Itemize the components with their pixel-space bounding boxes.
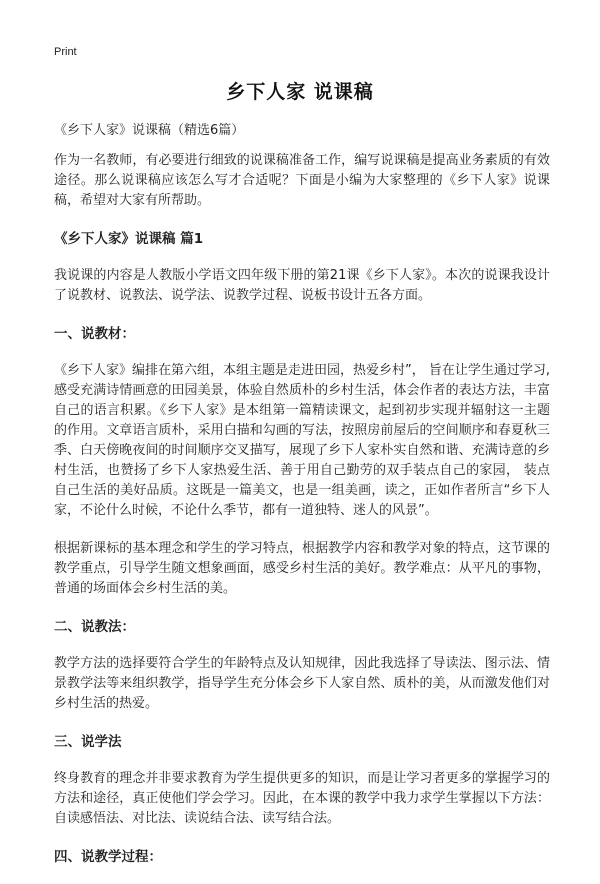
section-heading-jiaofa: 二、说教法： xyxy=(54,619,135,635)
piece-heading: 《乡下人家》说课稿 篇1 xyxy=(54,231,204,247)
section-paragraph: 根据新课标的基本理念和学生的学习特点，根据教学内容和教学对象的特点，这节课的教学重点，引导学生随文想象画面，感受乡村生活的美好。教学难点：从平凡的事物，普通的场面体会乡村生活的美。 xyxy=(54,541,550,596)
section-heading-jiaocai: 一、说教材： xyxy=(54,326,135,342)
section-heading-xuefa: 三、说学法 xyxy=(54,734,122,750)
section-heading-jiaoxueguocheng: 四、说教学过程： xyxy=(54,849,162,865)
section-paragraph: 教学方法的选择要符合学生的年龄特点及认知规律，因此我选择了导读法、图示法、情景教学法等来组织教学，指导学生充分体会乡下人家自然、质朴的美，从而激发他们对乡村生活的热爱。 xyxy=(54,656,550,711)
print-link[interactable]: Print xyxy=(54,46,77,58)
page-title: 乡下人家 说课稿 xyxy=(226,81,374,103)
article-subtitle: 《乡下人家》说课稿（精选6篇） xyxy=(54,123,245,138)
article-body xyxy=(54,121,550,884)
section-paragraph: 《乡下人家》编排在第六组，本组主题是走进田园，热爱乡村”， 旨在让学生通过学习,感受充满诗情画意的田园美景，体验自然质朴的乡村生活，体会作者的表达方法，丰富自己的语言积累。《乡下人家》是本组第一篇精读课文，起到初步实现并辐射这一主题的作用。文章语言质朴，采用白描和勾画的写法，按照房前屋后的空间顺序和春夏秋三季、白天傍晚夜间的时间顺序交叉描写，展现了乡下人家朴实自然和谐、充满诗意的乡村生活，也赞扬了乡下人家热爱生活、善于用自己勤劳的双手装点自己的家园， 装点自己生活的美好品质。这既是一篇美文，也是一组美画，读之，正如作者所言“乡下人家，不论什么时候，不论什么季节，都有一道独特、迷人的风景”。 xyxy=(54,363,551,518)
piece-intro-paragraph: 我说课的内容是人教版小学语文四年级下册的第21课《乡下人家》。本次的说课我设计了说教材、说教法、说学法、说教学过程、说板书设计五各方面。 xyxy=(54,268,550,303)
intro-paragraph: 作为一名教师，有必要进行细致的说课稿准备工作，编写说课稿是提高业务素质的有效途径。那么说课稿应该怎么写才合适呢？下面是小编为大家整理的《乡下人家》说课稿，希望对大家有所帮助。 xyxy=(54,153,550,208)
section-paragraph: 终身教育的理念并非要求教育为学生提供更多的知识，而是让学习者更多的掌握学习的方法和途径，真正使他们学会学习。因此，在本课的教学中我力求学生掌握以下方法：自读感悟法、对比法、读说结合法、读写结合法。 xyxy=(54,771,550,826)
